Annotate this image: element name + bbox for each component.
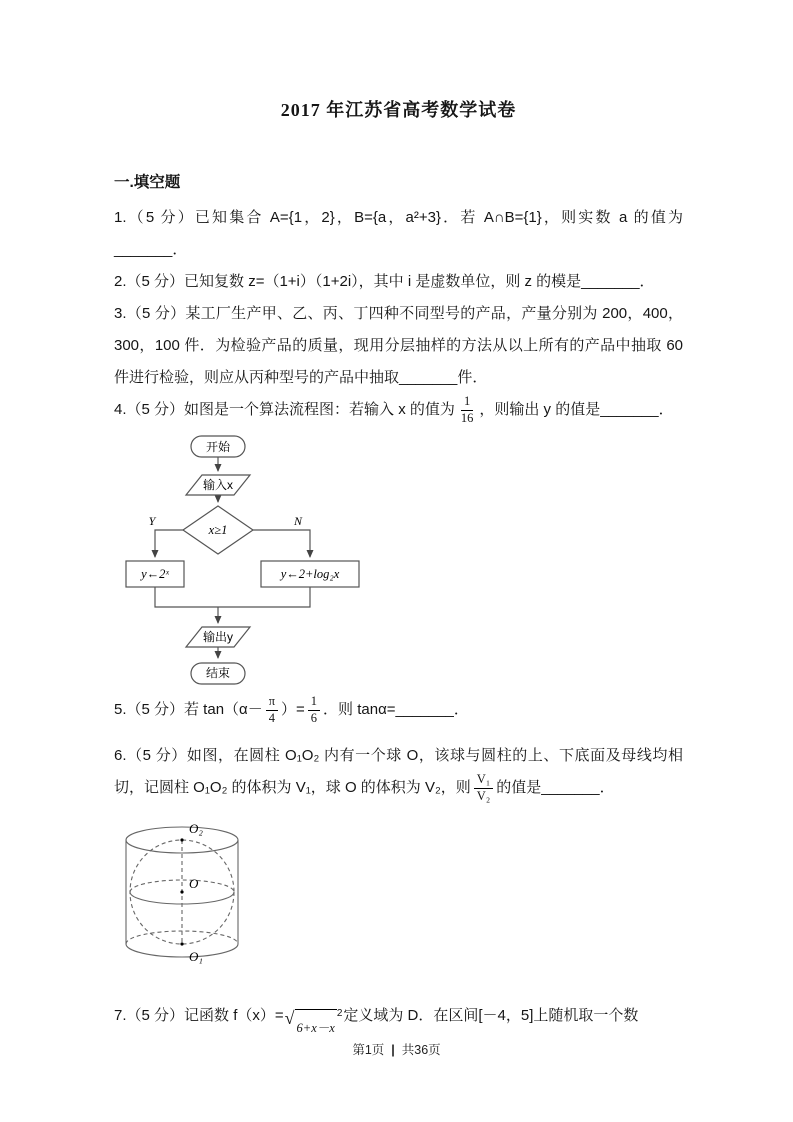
footer-page-number: 第1页 <box>352 1043 385 1057</box>
cylinder-bottom-front-arc <box>126 944 238 957</box>
label-o1: O₁ <box>189 949 203 964</box>
assign-left-node-label: y←2ˣ <box>141 567 169 581</box>
question-5-text-post: ．则 tanα=_______． <box>323 701 469 718</box>
fraction-1-6 <box>308 695 320 726</box>
fraction-denominator: 6 <box>310 710 318 725</box>
radicand: 6+x－x <box>295 1009 337 1044</box>
start-node-label: 开始 <box>205 440 231 454</box>
question-6-text-pre: 6.（5 分）如图，在圆柱 O₁O₂ 内有一个球 O，该球与圆柱的上、下底面及母线均相切，记圆柱 O₁O₂ 的体积为 V₁，球 O 的体积为 V₂，则 <box>114 747 683 796</box>
no-branch-label: N <box>293 514 303 528</box>
decision-node-label: x≥1 <box>208 523 228 537</box>
fraction-denominator: V₂ <box>476 788 491 803</box>
question-5-text-mid: ）= <box>281 701 305 718</box>
label-o2: O₂ <box>189 821 203 836</box>
question-7 <box>114 1000 683 1044</box>
question-5 <box>114 694 683 726</box>
radicand-exponent: 2 <box>336 1008 343 1019</box>
input-node-label: 输入x <box>202 478 234 492</box>
question-2: 2.（5 分）已知复数 z=（1+i）（1+2i），其中 i 是虚数单位，则 z 的模是_______． <box>114 273 655 290</box>
question-7-text-post: 定义域为 D．在区间[－4，5]上随机取一个数 <box>343 1007 639 1024</box>
question-6 <box>114 740 683 804</box>
label-o: O <box>189 876 199 891</box>
square-root-expression <box>285 1009 343 1044</box>
fraction-denominator: 4 <box>268 710 275 725</box>
page-title: 2017 年江苏省高考数学试卷 <box>280 100 517 120</box>
question-3: 3.（5 分）某工厂生产甲、乙、丙、丁四种不同型号的产品，产量分别为 200，400，300，100 件．为检验产品的质量，现用分层抽样的方法从以上所有的产品中抽取 60 件进行检验，则应从丙种型号的产品中抽取_______件． <box>114 305 683 386</box>
fraction-numerator: 1 <box>461 395 473 411</box>
fraction-denominator: 16 <box>460 410 474 425</box>
question-6-text-post: 的值是_______． <box>496 779 615 796</box>
footer-total-pages: 共36页 <box>401 1043 441 1057</box>
fraction-v1-v2 <box>474 773 493 804</box>
question-4-text-pre: 4.（5 分）如图是一个算法流程图：若输入 x 的值为 <box>114 401 455 418</box>
section-heading-fill-in-blanks: 一.填空题 <box>114 174 181 191</box>
radical-sign: √ <box>284 1008 295 1028</box>
yes-branch-label: Y <box>148 514 156 528</box>
top-center-point <box>180 838 183 841</box>
fraction-1-16 <box>458 395 477 426</box>
question-4-text-post: ，则输出 y 的值是_______． <box>479 401 674 418</box>
footer-divider: | <box>391 1043 395 1057</box>
cylinder-sphere-figure <box>116 820 291 978</box>
end-node-label: 结束 <box>205 666 231 680</box>
question-7-text-pre: 7.（5 分）记函数 f（x）= <box>114 1007 284 1024</box>
question-4 <box>114 394 683 426</box>
fraction-numerator: π <box>266 695 278 711</box>
page-footer <box>0 1040 793 1058</box>
fraction-pi-4 <box>266 695 278 726</box>
assign-right-node-label: y←2+log₂x <box>280 567 340 581</box>
question-5-text-pre: 5.（5 分）若 tan（α－ <box>114 701 263 718</box>
algorithm-flowchart <box>118 434 418 688</box>
sphere-center-point <box>180 890 183 893</box>
bottom-center-point <box>180 942 183 945</box>
question-1: 1.（5 分）已知集合 A={1，2}，B={a，a²+3}．若 A∩B={1}，则实数 a 的值为_______． <box>114 209 683 258</box>
fraction-numerator: V₁ <box>474 773 493 789</box>
fraction-numerator: 1 <box>308 695 320 711</box>
output-node-label: 输出y <box>202 630 234 644</box>
